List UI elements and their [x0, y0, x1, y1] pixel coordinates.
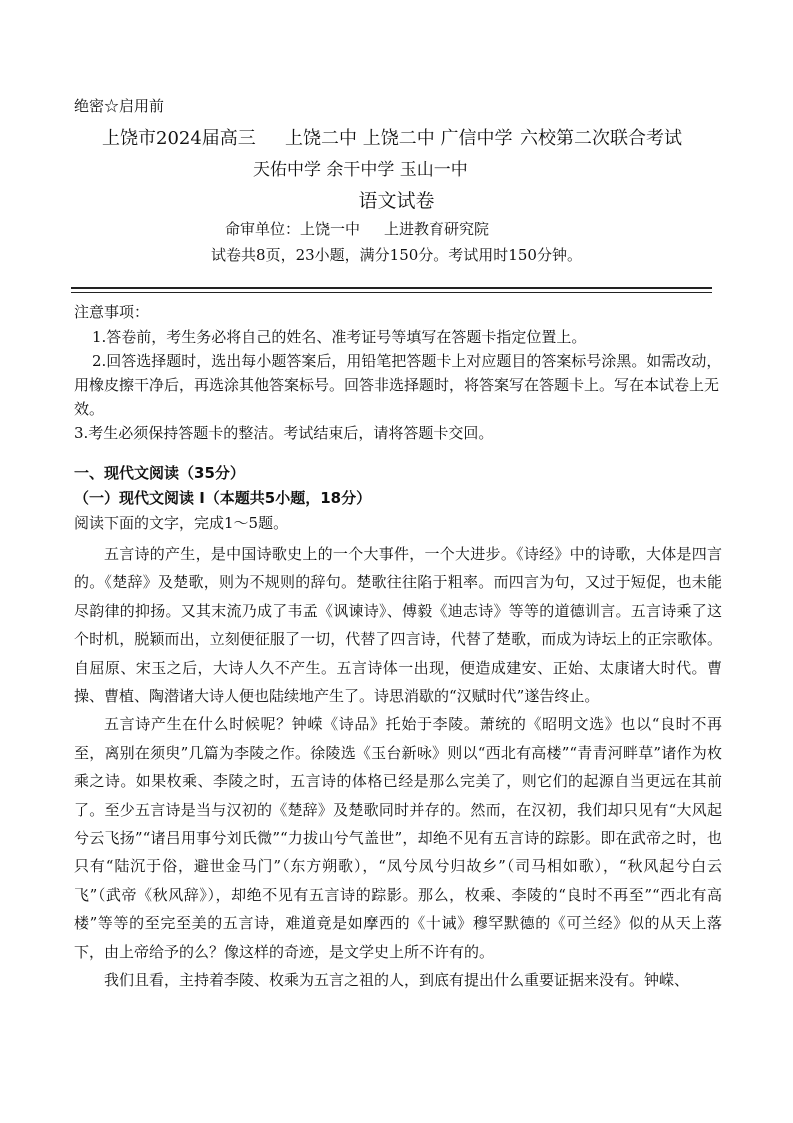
authoring-units: [225, 218, 513, 239]
title-schools-row2: 天佑中学 余干中学 玉山一中: [253, 160, 468, 180]
note-item: 2.回答选择题时，选出每小题答案后，用铅笔把答题卡上对应题目的答案标号涂黑。如需改动，用橡皮擦干净后，再选涂其他答案标号。回答非选择题时，将答案写在答题卡上。写在本试卷上无效。: [74, 352, 722, 418]
notes-heading: 注意事项：: [74, 303, 150, 321]
header-divider-thin: [71, 292, 712, 293]
note-item: 3.考生必须保持答题卡的整洁。考试结束后，请将答题卡交回。: [74, 424, 494, 442]
title-schools-row1: 上饶二中 上饶二中 广信中学: [285, 128, 513, 149]
reading-instruction: 阅读下面的文字，完成1～5题。: [74, 514, 289, 532]
passage-paragraph: 我们且看，主持着李陵、枚乘为五言之祖的人，到底有提出什么重要证据来没有。钟嵘、: [104, 971, 690, 990]
subject-title: 语文试卷: [358, 190, 435, 212]
passage-paragraph: 五言诗的产生，是中国诗歌史上的一个大事件，一个大进步。《诗经》中的诗歌，大体是四言的。《楚辞》及楚歌，则为不规则的辞句。楚歌往往陷于粗率。而四言为句，又过于短促，也未能尽韵律的抑扬。又其末流乃成了韦孟《讽谏诗》、傅毅《迪志诗》等等的道德训言。五言诗乘了这个时机，脱颖而出，立刻便征服了一切，代替了四言诗，代替了楚歌，而成为诗坛上的正宗歌体。自屈原、宋玉之后，大诗人久不产生。五言诗体一出现，便造成建安、正始、太康诸大时代。曹操、曹植、陶潜诸大诗人便也陆续地产生了。诗思消歇的“汉赋时代”遂告终止。: [74, 545, 722, 706]
confidential-label: 绝密☆启用前: [74, 97, 165, 115]
section-heading: 一、现代文阅读（35分）: [74, 464, 245, 482]
reading-passage: [74, 540, 722, 995]
authoring-unit-2: 上进教育研究院: [384, 220, 490, 238]
passage-paragraph: 五言诗产生在什么时候呢？钟嵘《诗品》托始于李陵。萧统的《昭明文选》也以“良时不再至，离别在须臾”几篇为李陵之作。徐陵选《玉台新咏》则以“西北有高楼”“青青河畔草”诸作为枚乘之诗。如果枚乘、李陵之时，五言诗的体格已经是那么完美了，则它们的起源自当更远在其前了。至少五言诗是当与汉初的《楚辞》及楚歌同时并存的。然而，在汉初，我们却只见有“大风起兮云飞扬”“诸吕用事兮刘氏微”“力拔山兮气盖世”，却绝不见有五言诗的踪影。即在武帝之时，也只有“陆沉于俗，避世金马门”（东方朔歌），“凤兮凤兮归故乡”（司马相如歌），“秋风起兮白云飞”（武帝《秋风辞》），却绝不见有五言诗的踪影。那么，枚乘、李陵的“良时不再至”“西北有高楼”等等的至完至美的五言诗，难道竟是如摩西的《十诫》穆罕默德的《可兰经》似的从天上落下，由上帝给予的么？像这样的奇迹，是文学史上所不许有的。: [74, 715, 722, 961]
header-divider-thick: [71, 287, 712, 289]
exam-title: [102, 124, 702, 148]
authoring-unit-1: 命审单位：上饶一中: [225, 220, 361, 238]
note-item: 1.答卷前，考生务必将自己的姓名、准考证号等填写在答题卡指定位置上。: [92, 328, 587, 346]
title-city: 上饶市2024届高三: [102, 128, 256, 149]
exam-info: 试卷共8页，23小题，满分150分。考试用时150分钟。: [211, 246, 582, 264]
title-exam-name: 六校第二次联合考试: [520, 128, 682, 149]
subsection-heading: （一）现代文阅读 I（本题共5小题，18分）: [74, 489, 372, 507]
notes-block: [74, 300, 724, 445]
